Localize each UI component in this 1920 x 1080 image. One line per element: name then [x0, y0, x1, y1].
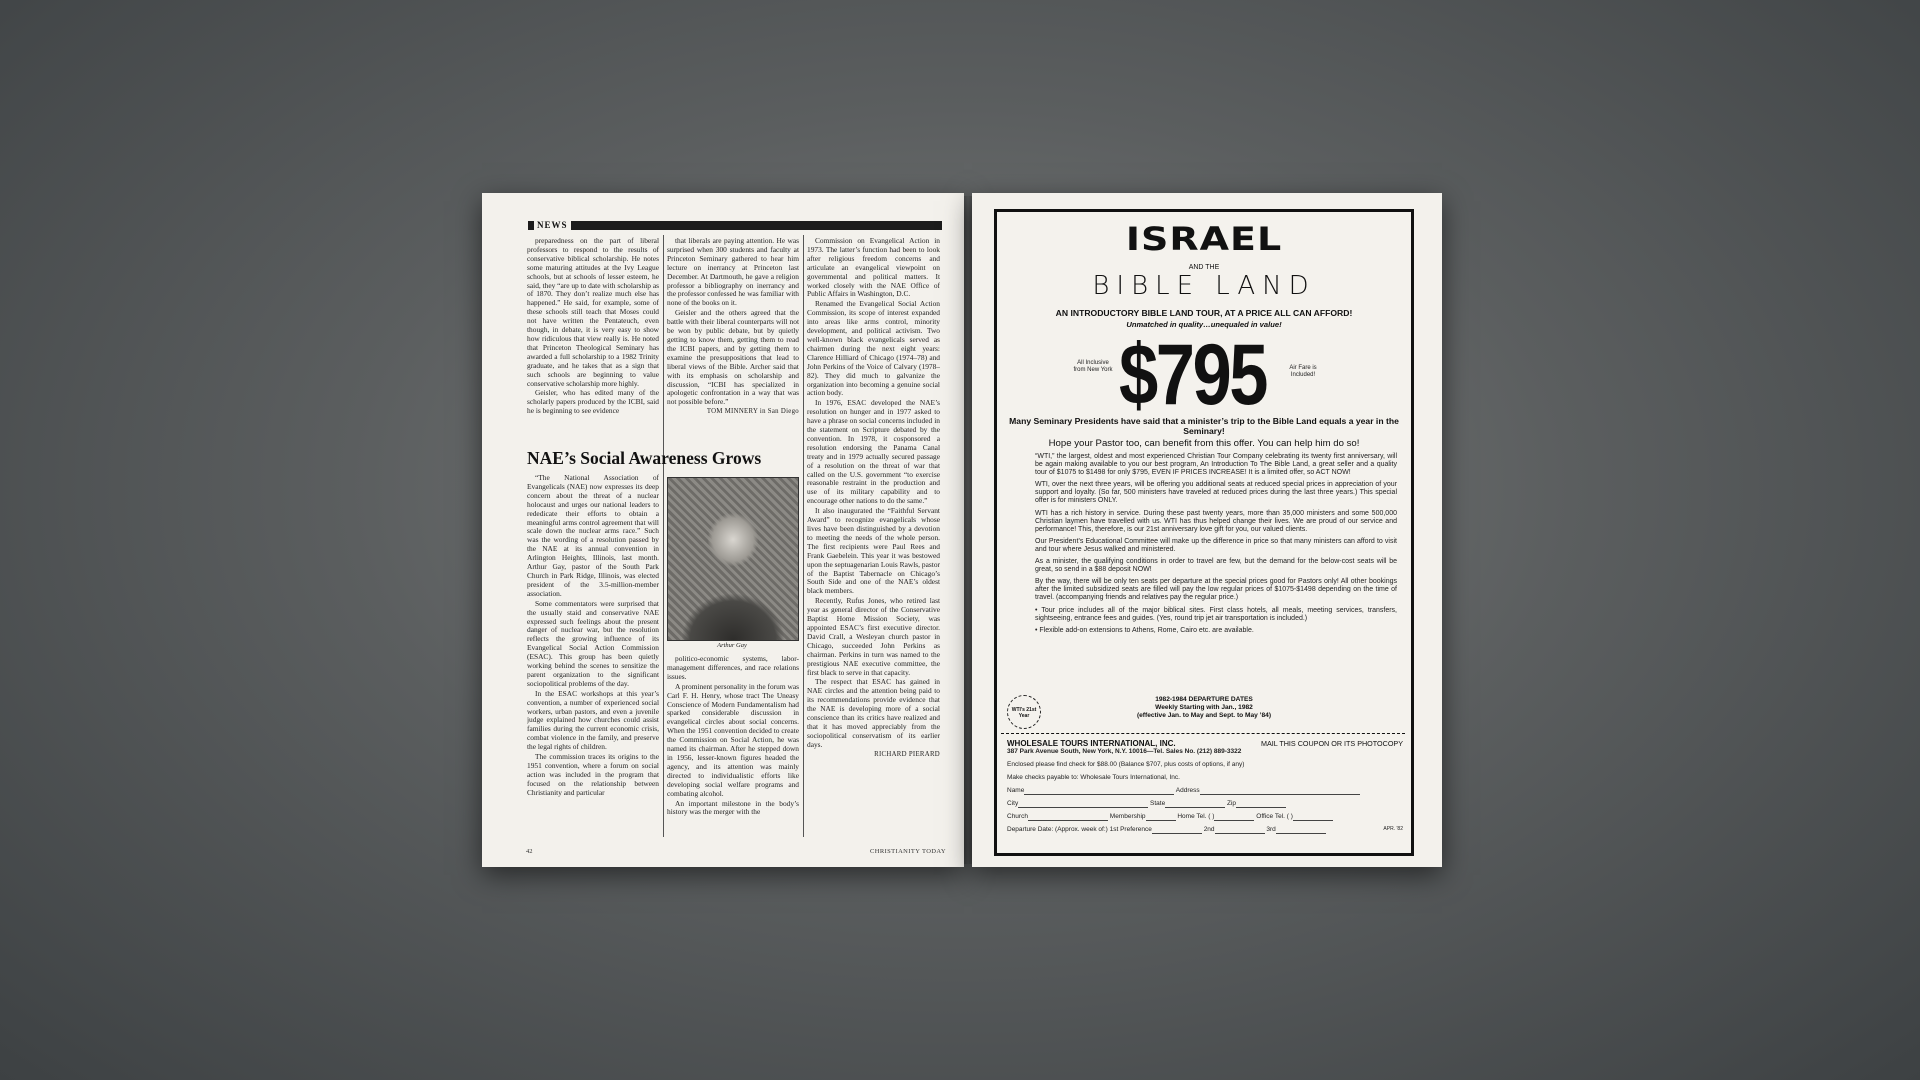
payable-line: Make checks payable to: Wholesale Tours International, Inc.: [1007, 774, 1180, 781]
enclosed-line: Enclosed please find check for $88.00 (Balance $707, plus costs of options, if any): [1007, 761, 1245, 768]
ad-body: [1035, 453, 1397, 639]
right-page: [972, 193, 1442, 867]
ad-bible-land: BIBLE LAND: [1092, 271, 1316, 301]
ad-left-note: All Inclusive from New York: [1073, 360, 1113, 373]
column-1-bottom: [527, 474, 659, 840]
home-tel-label: Home Tel. ( ): [1177, 813, 1215, 820]
photo-caption: Arthur Gay: [717, 642, 747, 649]
office-tel-field[interactable]: [1293, 813, 1333, 821]
company-address: 387 Park Avenue South, New York, N.Y. 10016—Tel. Sales No. (212) 889-3322: [1007, 748, 1242, 755]
paragraph: By the way, there will be only ten seats per departure at the special prices good for Pastors only! All other bookings after the limited subsidized seats are filled will pay the low regular prices of $1075-$1498 depending on the time of travel. (accompanying friends and relatives pay the regular price.): [1035, 578, 1397, 602]
address-field[interactable]: [1200, 787, 1360, 795]
dates-line-2: (effective Jan. to May and Sept. to May ’84): [1136, 712, 1272, 719]
news-section-label: NEWS: [534, 220, 571, 230]
departure-label: Departure Date: (Approx. week of:) 1st Preference: [1007, 826, 1152, 833]
order-coupon: [1007, 739, 1403, 834]
church-row: [1007, 813, 1403, 821]
paragraph: Renamed the Evangelical Social Action Commission, its scope of interest expanded into areas like arms control, minority development, and political activism. Two well-known black evangelicals served as chairmen during the next eight years: Clarence Hilliard of Chicago (1974–78) and John Perkins of the Voice of Calvary (1978–82). They did much to galvanize the organization into becoming a genuine social action body.: [807, 299, 940, 398]
second-preference-field[interactable]: [1215, 826, 1265, 834]
paragraph: politico-economic systems, labor-management differences, and race relations issues.: [667, 655, 799, 681]
paragraph: Geisler and the others agreed that the battle with their liberal counterparts will not be won by public debate, but by quietly getting to know them, getting them to read the ICBI papers, and by getting them to examine the presuppositions that lead to liberal views of the Bible. Archer said that with its emphasis on scholarship and discussion, “ICBI has specialized in apologetic confrontation in a way that was not possible before.”: [667, 308, 799, 407]
name-address-row: [1007, 787, 1403, 795]
paragraph: WTI, over the next three years, will be offering you additional seats at reduced special prices in appreciation of your support and loyalty. (So far, 500 ministers have traveled at reduced prices during the last three years.) This special offer is for ministers ONLY.: [1035, 481, 1397, 505]
home-tel-field[interactable]: [1214, 813, 1254, 821]
anniversary-seal: WTI’s 21st Year: [1007, 695, 1041, 729]
paragraph: The commission traces its origins to the 1951 convention, where a forum on social action was included in the program that focused on the relationship between Christianity and particular: [527, 752, 659, 797]
city-row: [1007, 800, 1403, 808]
paragraph: “The National Association of Evangelicals (NAE) now expresses its deep concern about the threat of a nuclear holocaust and urges our national leaders to rededicate their efforts to obtain a meaningful arms control agreement that will scale down the nuclear arms race.” Such was the wording of a resolution passed by the NAE at its annual convention in Arlington Heights, Illinois, last month. Arthur Gay, pastor of the South Park Church in Park Ridge, Illinois, was elected president of the 3.5-million-member association.: [527, 474, 659, 598]
ad-right-note: Air Fare is Included!: [1289, 365, 1317, 378]
city-field[interactable]: [1018, 800, 1148, 808]
zip-label: Zip: [1227, 800, 1237, 807]
church-field[interactable]: [1028, 813, 1108, 821]
address-label: Address: [1175, 787, 1200, 794]
third-preference-field[interactable]: [1276, 826, 1326, 834]
column-rule: [803, 235, 804, 837]
membership-field[interactable]: [1146, 813, 1176, 821]
paragraph: that liberals are paying attention. He was surprised when 300 students and faculty at Princeton Seminary gathered to hear him lecture on inerrancy at Princeton last December. At Dartmouth, he gave a religion professor a bibliography on inerrancy and the professor confessed he was familiar with none of the books on it.: [667, 237, 799, 308]
ad-title: ISRAEL: [1125, 220, 1283, 258]
column-2-bottom: [667, 655, 799, 840]
column-3: [807, 237, 940, 840]
dates-title: 1982-1984 DEPARTURE DATES: [1155, 696, 1253, 703]
ad-subtitle: AN INTRODUCTORY BIBLE LAND TOUR, AT A PRICE ALL CAN AFFORD!: [1055, 308, 1353, 318]
first-preference-field[interactable]: [1152, 826, 1202, 834]
byline: RICHARD PIERARD: [874, 750, 940, 758]
ad-code: APR. '82: [1383, 826, 1403, 832]
column-2-top: [667, 237, 799, 449]
ad-lead: Many Seminary Presidents have said that a minister’s trip to the Bible Land equals a year in the Seminary!: [1009, 416, 1399, 436]
ad-price: $795: [1119, 327, 1267, 423]
city-label: City: [1007, 800, 1019, 807]
page-number: 42: [526, 848, 533, 855]
paragraph: In 1976, ESAC developed the NAE’s resolution on hunger and in 1977 asked to have a phrase on social concerns included in the statement on Scripture debated by the convention. In 1978, it cosponsored a resolution endorsing the Panama Canal treaty and in 1979 actually secured passage of a resolution on the threat of war that called on the U.S. government “to exercise reasonable restraint in the production and use of its military capability and to encourage other nations to do the same.”: [807, 398, 940, 506]
magazine-title: CHRISTIANITY TODAY: [870, 848, 946, 855]
paragraph: WTI has a rich history in service. During these past twenty years, more than 35,000 ministers and some 500,000 Christian laymen have travelled with us. WTI has thus helped change their lives. We are proud of our service and performance! This, therefore, is our 21st anniversary love gift for you, our valued clients.: [1035, 509, 1397, 533]
paragraph: Some commentators were surprised that the usually staid and conservative NAE expressed such feelings about the present danger of nuclear war, but the resolution reflects the growing influence of its Evangelical Social Action Commission (ESAC). This group has been quietly working behind the scenes to sensitize the parent organization to the significant sociopolitical problems of the day.: [527, 598, 659, 688]
office-tel-label: Office Tel. ( ): [1256, 813, 1293, 820]
coupon-cut-line: [1001, 733, 1405, 734]
left-page: [482, 193, 964, 867]
paragraph: The respect that ESAC has gained in NAE circles and the attention being paid to its recommendations provide evidence that the NAE is developing more of a social conscience than its critics have realized and that it has moved appreciably from the sociopolitical conservatism of its earlier days.: [807, 677, 940, 749]
paragraph: Geisler, who has edited many of the scholarly papers produced by the ICBI, said he is beginning to see evidence: [527, 388, 659, 416]
paragraph: Recently, Rufus Jones, who retired last year as general director of the Conservative Baptist Home Mission Society, was appointed ESAC’s first executive director. David Crall, a Wesleyan church pastor in Chicago, succeeded John Perkins as chairman. Perkins in turn was named to the prestigious NAE executive committee, the first black to serve in that capacity.: [807, 596, 940, 677]
ad-hope-line: Hope your Pastor too, can benefit from this offer. You can help him do so!: [1048, 438, 1360, 449]
paragraph: It also inaugurated the “Faithful Servant Award” to recognize evangelicals whose lives have been distinguished by a devotion to meeting the needs of the whole person. The first recipients were Paul Rees and Frank Gaebelein. This year it was bestowed upon the septuagenarian Louis Rawls, pastor of the Baptist Tabernacle on Chicago’s South Side and one of the NAE’s oldest black members.: [807, 506, 940, 596]
paragraph: Commission on Evangelical Action in 1973. The latter’s function had been to look after religious freedom concerns and articulate an evangelical viewpoint on governmental and political matters. It worked closely with the NAE Office of Public Affairs in Washington, D.C.: [807, 237, 940, 299]
ad-tagline: Unmatched in quality…unequaled in value!: [1126, 320, 1282, 329]
paragraph: An important milestone in the body’s history was the merger with the: [667, 798, 799, 817]
name-field[interactable]: [1024, 787, 1174, 795]
departure-dates: [997, 696, 1411, 720]
paragraph: preparedness on the part of liberal professors to respond to the results of conservative biblical scholarship. He notes some maturing attitudes at the Ivy League schools, but at schools of lesser esteem, he said, they “are up to date with scholarship as of 1870. They don’t realize much else has happened.” He said, for example, some of these schools still teach that Moses could not have written the Pentateuch, even though, in debate, it is very easy to show how ridiculous that view really is. He noted that Princeton Theological Seminary has awarded a full scholarship to a 1982 Trinity graduate, and he takes that as a sign that such schools are beginning to value conservative scholarship more highly.: [527, 237, 659, 388]
portrait-photo: [667, 477, 799, 641]
column-1-top: [527, 237, 659, 442]
paragraph: A prominent personality in the forum was Carl F. H. Henry, whose tract The Uneasy Conscience of Modern Fundamentalism had sparked considerable discussion in evangelical circles about social concerns. When the 1951 convention decided to create the Commission on Social Action, he was named its chairman. After he stepped down in 1956, lesser-known figures headed the agency, and its attention was mainly directed to individualistic efforts like developing social welfare programs and combating alcohol.: [667, 681, 799, 798]
paragraph: As a minister, the qualifying conditions in order to travel are few, but the demand for the below-cost seats will be great, so send in a $88 deposit NOW!: [1035, 558, 1397, 574]
church-label: Church: [1007, 813, 1028, 820]
paragraph: “WTI,” the largest, oldest and most experienced Christian Tour Company celebrating its twenty first anniversary, will be again making available to you our best program, An Introduction To The Bible Land, a great seller and a quality tour of $1075 to $1498 for only $795, EVEN IF PRICES INCREASE! It is a limited offer, so ACT NOW!: [1035, 453, 1397, 477]
paragraph: • Tour price includes all of the major biblical sites. First class hotels, all meals, meeting services, transfers, sightseeing, entrance fees and guides. (Yes, round trip jet air transportation is included.): [1035, 606, 1397, 622]
news-section-bar: [528, 221, 942, 230]
departure-row: [1007, 826, 1403, 834]
name-label: Name: [1007, 787, 1025, 794]
third-label: 3rd: [1266, 826, 1276, 833]
mail-coupon-note: MAIL THIS COUPON OR ITS PHOTOCOPY: [1260, 739, 1403, 748]
dates-line-1: Weekly Starting with Jan., 1982: [1155, 704, 1253, 711]
paragraph: Our President’s Educational Committee will make up the difference in price so that many ministers can afford to visit and tour where Jesus walked and ministered.: [1035, 537, 1397, 553]
membership-label: Membership: [1109, 813, 1146, 820]
state-label: State: [1150, 800, 1166, 807]
advertisement: [994, 209, 1414, 856]
ad-and-the: AND THE: [1188, 264, 1220, 271]
paragraph: In the ESAC workshops at this year’s convention, a number of experienced social workers, urban pastors, and even a juvenile judge explained how churches could assist families during the current economic crisis, combat violence in the family, and preserve the legal rights of children.: [527, 688, 659, 752]
byline: TOM MINNERY in San Diego: [706, 408, 799, 416]
company-name: WHOLESALE TOURS INTERNATIONAL, INC.: [1007, 739, 1176, 748]
article-headline: NAE’s Social Awareness Grows: [527, 448, 762, 468]
column-rule: [663, 235, 664, 837]
paragraph: • Flexible add-on extensions to Athens, Rome, Cairo etc. are available.: [1035, 626, 1254, 634]
zip-field[interactable]: [1236, 800, 1286, 808]
state-field[interactable]: [1165, 800, 1225, 808]
second-label: 2nd: [1203, 826, 1215, 833]
